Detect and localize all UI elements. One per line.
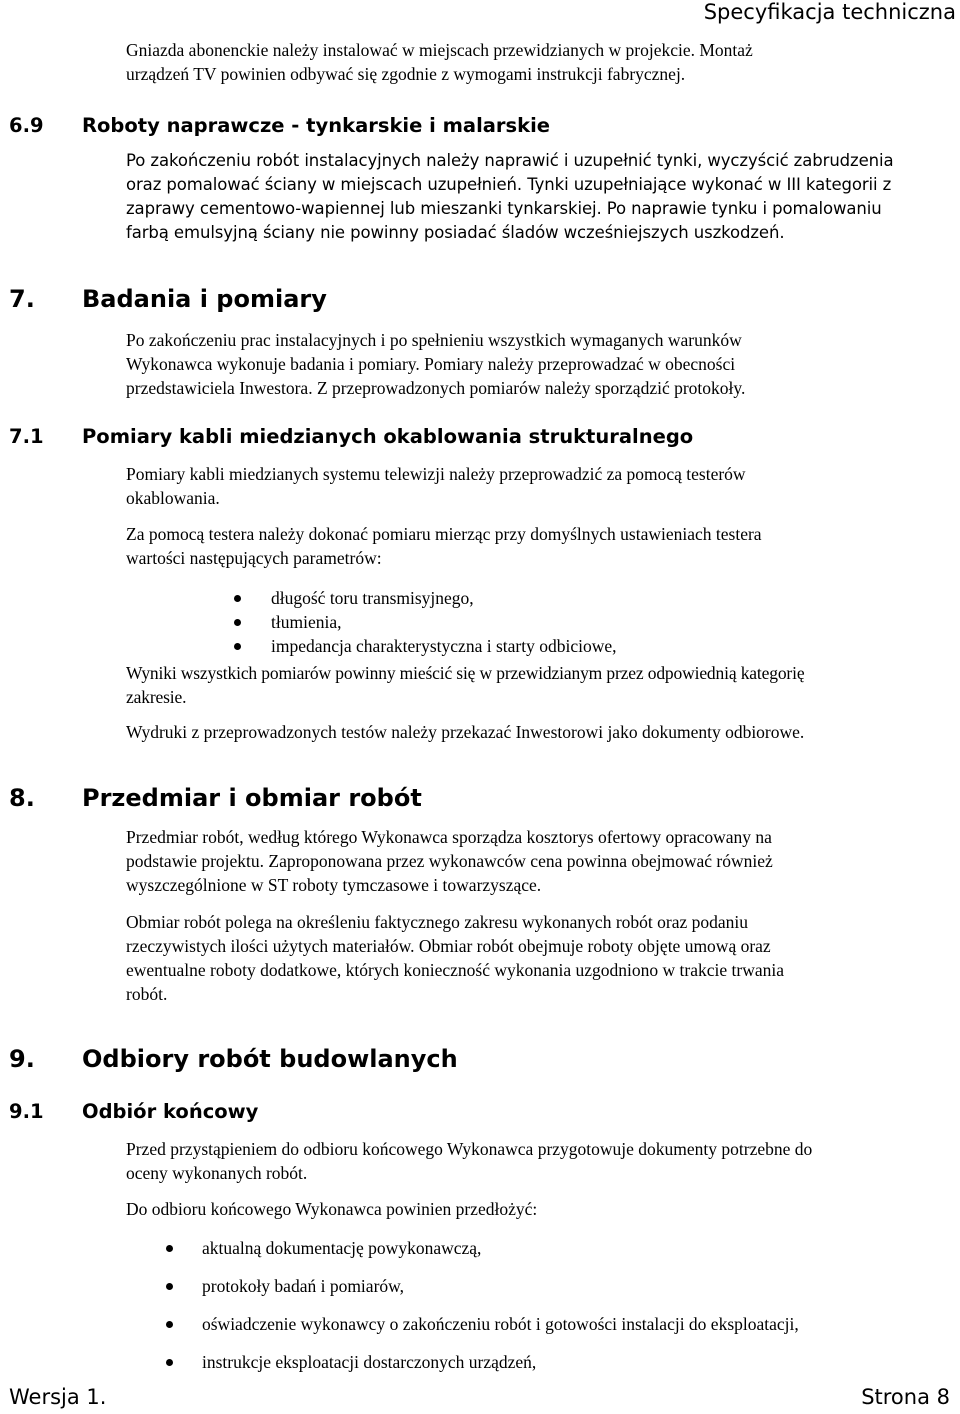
bullet-dot [234,619,241,626]
section-paragraph [126,1197,537,1221]
section-number: 7. [9,285,35,313]
text-line: farbą emulsyjną ściany nie powinny posiadać śladów wcześniejszych uszkodzeń. [126,223,785,242]
text-line: Przed przystąpieniem do odbioru końcowego Wykonawca przygotowuje dokumenty potrzebne do [126,1139,813,1159]
section-paragraph [126,522,762,570]
list-item: aktualną dokumentację powykonawczą, [202,1238,482,1258]
text-line: Gniazda abonenckie należy instalować w miejscach przewidzianych w projekcie. Montaż [126,40,753,60]
footer-version: Wersja 1. [9,1385,107,1409]
text-line: robót. [126,984,168,1004]
list-item: impedancja charakterystyczna i starty odbiciowe, [271,636,617,656]
section-heading: Roboty naprawcze - tynkarskie i malarskie [82,114,551,137]
section-paragraph [126,720,804,744]
section-heading: Pomiary kabli miedzianych okablowania strukturalnego [82,425,694,448]
text-line: oraz pomalować ściany w miejscach uzupełnień. Tynki uzupełniające wykonać w III kategorii z [126,175,892,194]
section-heading: Odbiory robót budowlanych [82,1045,458,1073]
bullet-dot [166,1321,173,1328]
text-line: urządzeń TV powinien odbywać się zgodnie z wymogami instrukcji fabrycznej. [126,64,686,84]
text-line: Pomiary kabli miedzianych systemu telewizji należy przeprowadzić za pomocą testerów [126,464,746,484]
text-line: Po zakończeniu prac instalacyjnych i po spełnieniu wszystkich wymaganych warunków [126,330,742,350]
text-line: oceny wykonanych robót. [126,1163,308,1183]
section-paragraph [126,328,745,400]
text-line: Wydruki z przeprowadzonych testów należy przekazać Inwestorowi jako dokumenty odbiorowe. [126,722,805,742]
section-paragraph [126,910,784,1006]
list-item: protokoły badań i pomiarów, [202,1276,405,1296]
section-number: 6.9 [9,114,44,137]
section-heading: Badania i pomiary [82,285,327,313]
list-item: oświadczenie wykonawcy o zakończeniu robót i gotowości instalacji do eksploatacji, [202,1314,799,1334]
text-line: ewentualne roboty dodatkowe, których konieczność wykonania uzgodniono w trakcie trwania [126,960,784,980]
text-line: Przedmiar robót, według którego Wykonawca sporządza kosztorys ofertowy opracowany na [126,827,772,847]
section-paragraph [126,1137,812,1185]
text-line: wyszczególnione w ST roboty tymczasowe i towarzyszące. [126,875,542,895]
list-item: tłumienia, [271,612,342,632]
section-paragraph [126,661,804,709]
text-line: zakresie. [126,687,187,707]
section-heading: Przedmiar i obmiar robót [82,784,422,812]
text-line: Wyniki wszystkich pomiarów powinny mieścić się w przewidzianym przez odpowiednią kategorię [126,663,805,683]
bullet-dot [166,1245,173,1252]
text-line: Po zakończeniu robót instalacyjnych należy naprawić i uzupełnić tynki, wyczyścić zabrudzenia [126,151,894,170]
section-number: 9.1 [9,1100,44,1123]
section-paragraph [126,825,773,897]
bullet-dot [234,643,241,650]
section-paragraph [126,462,746,510]
bullet-dot [166,1359,173,1366]
section-paragraph [126,149,894,245]
bullet-dot [166,1283,173,1290]
text-line: wartości następujących parametrów: [126,548,382,568]
list-item: długość toru transmisyjnego, [271,588,474,608]
text-line: rzeczywistych ilości użytych materiałów. Obmiar robót obejmuje roboty objęte umową oraz [126,936,771,956]
text-line: przedstawiciela Inwestora. Z przeprowadzonych pomiarów należy sporządzić protokoły. [126,378,746,398]
section-number: 8. [9,784,35,812]
page-header: Specyfikacja techniczna [703,0,956,24]
text-line: okablowania. [126,488,220,508]
text-line: Obmiar robót polega na określeniu faktycznego zakresu wykonanych robót oraz podaniu [126,912,749,932]
list-item: instrukcje eksploatacji dostarczonych urządzeń, [202,1352,537,1372]
text-line: podstawie projektu. Zaproponowana przez wykonawców cena powinna obejmować również [126,851,773,871]
text-line: Za pomocą testera należy dokonać pomiaru mierząc przy domyślnych ustawieniach testera [126,524,762,544]
section-number: 7.1 [9,425,44,448]
text-line: zaprawy cementowo-wapiennej lub mieszanki tynkarskiej. Po naprawie tynku i pomalowaniu [126,199,882,218]
bullet-dot [234,595,241,602]
text-line: Do odbioru końcowego Wykonawca powinien przedłożyć: [126,1199,538,1219]
intro-paragraph [126,38,753,86]
section-heading: Odbiór końcowy [82,1100,259,1123]
text-line: Wykonawca wykonuje badania i pomiary. Pomiary należy przeprowadzać w obecności [126,354,736,374]
footer-page-number: Strona 8 [861,1385,950,1409]
section-number: 9. [9,1045,35,1073]
